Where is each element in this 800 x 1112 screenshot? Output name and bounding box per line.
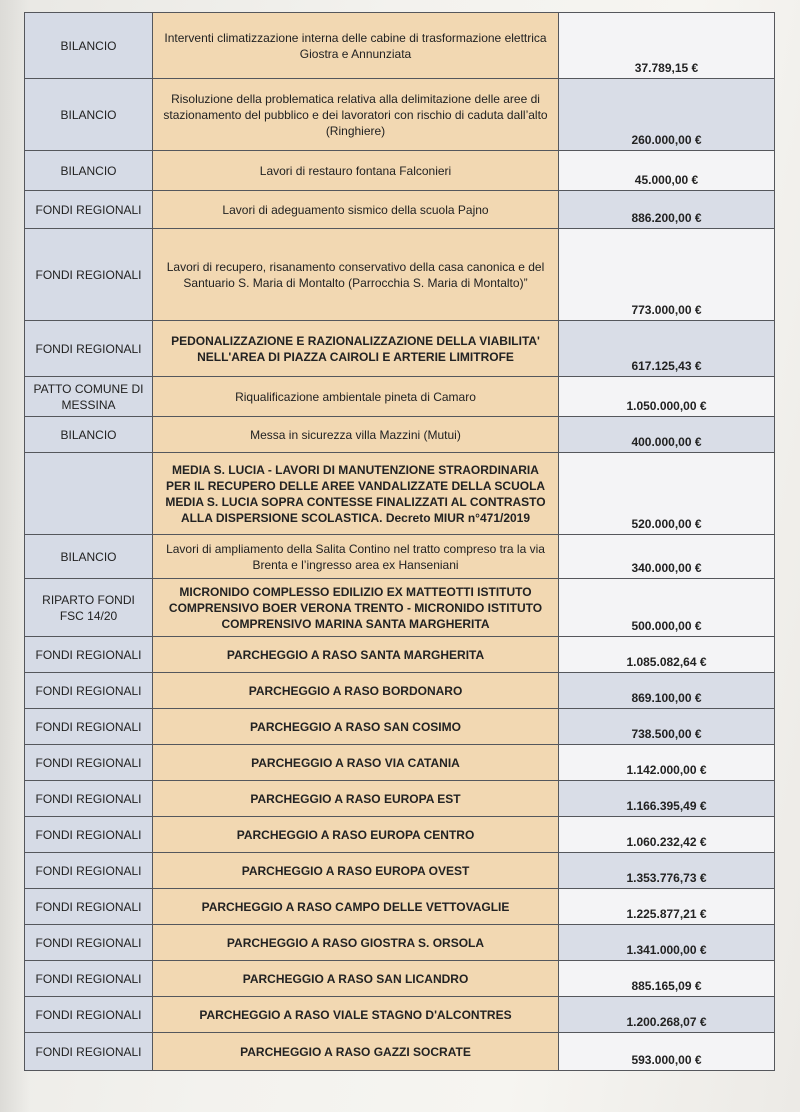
funding-source-cell: BILANCIO [25,417,153,453]
project-description-cell: PARCHEGGIO A RASO GAZZI SOCRATE [153,1033,559,1071]
amount-cell: 1.341.000,00 € [559,925,775,961]
amount-cell: 617.125,43 € [559,321,775,377]
funding-source-cell: FONDI REGIONALI [25,745,153,781]
project-description-cell: Lavori di ampliamento della Salita Contino nel tratto compreso tra la via Brenta e l’ingresso area ex Hanseniani [153,535,559,579]
funding-source-cell: BILANCIO [25,535,153,579]
funding-source-cell: FONDI REGIONALI [25,1033,153,1071]
table-row [25,637,775,673]
project-description-cell: PARCHEGGIO A RASO EUROPA CENTRO [153,817,559,853]
project-description-cell: PARCHEGGIO A RASO SAN COSIMO [153,709,559,745]
project-description-cell: Riqualificazione ambientale pineta di Camaro [153,377,559,417]
project-description-cell: PARCHEGGIO A RASO BORDONARO [153,673,559,709]
table-row [25,817,775,853]
table-row [25,961,775,997]
funding-source-cell: FONDI REGIONALI [25,321,153,377]
funding-source-cell: PATTO COMUNE DI MESSINA [25,377,153,417]
funding-source-cell: FONDI REGIONALI [25,229,153,321]
project-description-cell: PARCHEGGIO A RASO CAMPO DELLE VETTOVAGLIE [153,889,559,925]
amount-cell: 869.100,00 € [559,673,775,709]
table-row [25,889,775,925]
funding-source-cell: FONDI REGIONALI [25,817,153,853]
amount-cell: 1.142.000,00 € [559,745,775,781]
table-row [25,79,775,151]
amount-cell: 1.166.395,49 € [559,781,775,817]
funding-table [24,12,775,1071]
amount-cell: 1.050.000,00 € [559,377,775,417]
project-description-cell: PARCHEGGIO A RASO EUROPA EST [153,781,559,817]
amount-cell: 340.000,00 € [559,535,775,579]
project-description-cell: Lavori di adeguamento sismico della scuola Pajno [153,191,559,229]
funding-source-cell: RIPARTO FONDI FSC 14/20 [25,579,153,637]
table-row [25,781,775,817]
table-row [25,745,775,781]
amount-cell: 500.000,00 € [559,579,775,637]
amount-cell: 773.000,00 € [559,229,775,321]
amount-cell: 886.200,00 € [559,191,775,229]
project-description-cell: PARCHEGGIO A RASO GIOSTRA S. ORSOLA [153,925,559,961]
table-row [25,925,775,961]
funding-source-cell: FONDI REGIONALI [25,961,153,997]
project-description-cell: PARCHEGGIO A RASO VIA CATANIA [153,745,559,781]
project-description-cell: Interventi climatizzazione interna delle cabine di trasformazione elettrica Giostra e Annunziata [153,13,559,79]
amount-cell: 885.165,09 € [559,961,775,997]
amount-cell: 593.000,00 € [559,1033,775,1071]
amount-cell: 400.000,00 € [559,417,775,453]
project-description-cell: PEDONALIZZAZIONE E RAZIONALIZZAZIONE DELLA VIABILITA' NELL'AREA DI PIAZZA CAIROLI E ARTERIE LIMITROFE [153,321,559,377]
funding-source-cell: FONDI REGIONALI [25,853,153,889]
amount-cell: 1.225.877,21 € [559,889,775,925]
table-body [25,13,775,1071]
amount-cell: 45.000,00 € [559,151,775,191]
table-row [25,1033,775,1071]
amount-cell: 520.000,00 € [559,453,775,535]
funding-source-cell: FONDI REGIONALI [25,709,153,745]
amount-cell: 738.500,00 € [559,709,775,745]
table-row [25,453,775,535]
project-description-cell: Lavori di recupero, risanamento conservativo della casa canonica e del Santuario S. Maria di Montalto (Parrocchia S. Maria di Montalto)” [153,229,559,321]
table-row [25,377,775,417]
table-row [25,13,775,79]
table-row [25,535,775,579]
funding-source-cell: BILANCIO [25,13,153,79]
project-description-cell: Lavori di restauro fontana Falconieri [153,151,559,191]
amount-cell: 1.060.232,42 € [559,817,775,853]
table-row [25,709,775,745]
funding-source-cell: FONDI REGIONALI [25,889,153,925]
project-description-cell: PARCHEGGIO A RASO SAN LICANDRO [153,961,559,997]
table-row [25,853,775,889]
funding-source-cell: FONDI REGIONALI [25,781,153,817]
table-row [25,151,775,191]
project-description-cell: PARCHEGGIO A RASO VIALE STAGNO D'ALCONTRES [153,997,559,1033]
project-description-cell: Messa in sicurezza villa Mazzini (Mutui) [153,417,559,453]
project-description-cell: PARCHEGGIO A RASO SANTA MARGHERITA [153,637,559,673]
funding-source-cell: FONDI REGIONALI [25,997,153,1033]
amount-cell: 37.789,15 € [559,13,775,79]
table-row [25,997,775,1033]
table-row [25,673,775,709]
table-row [25,417,775,453]
funding-source-cell: FONDI REGIONALI [25,191,153,229]
funding-source-cell: FONDI REGIONALI [25,925,153,961]
amount-cell: 260.000,00 € [559,79,775,151]
funding-source-cell [25,453,153,535]
funding-source-cell: FONDI REGIONALI [25,673,153,709]
project-description-cell: MICRONIDO COMPLESSO EDILIZIO EX MATTEOTTI ISTITUTO COMPRENSIVO BOER VERONA TRENTO - MICRONIDO ISTITUTO COMPRENSIVO MARINA SANTA MARGHERITA [153,579,559,637]
table-row [25,191,775,229]
table-row [25,321,775,377]
amount-cell: 1.353.776,73 € [559,853,775,889]
funding-source-cell: FONDI REGIONALI [25,637,153,673]
table-row [25,579,775,637]
project-description-cell: PARCHEGGIO A RASO EUROPA OVEST [153,853,559,889]
table-row [25,229,775,321]
amount-cell: 1.200.268,07 € [559,997,775,1033]
project-description-cell: Risoluzione della problematica relativa alla delimitazione delle aree di stazionamento del pubblico e dei lavoratori con rischio di caduta dall’alto (Ringhiere) [153,79,559,151]
project-description-cell: MEDIA S. LUCIA - LAVORI DI MANUTENZIONE STRAORDINARIA PER IL RECUPERO DELLE AREE VANDALIZZATE DELLA SCUOLA MEDIA S. LUCIA SOPRA CONTESSE FINALIZZATI AL CONTRASTO ALLA DISPERSIONE SCOLASTICA. Decreto MIUR n°471/2019 [153,453,559,535]
funding-source-cell: BILANCIO [25,151,153,191]
amount-cell: 1.085.082,64 € [559,637,775,673]
funding-source-cell: BILANCIO [25,79,153,151]
